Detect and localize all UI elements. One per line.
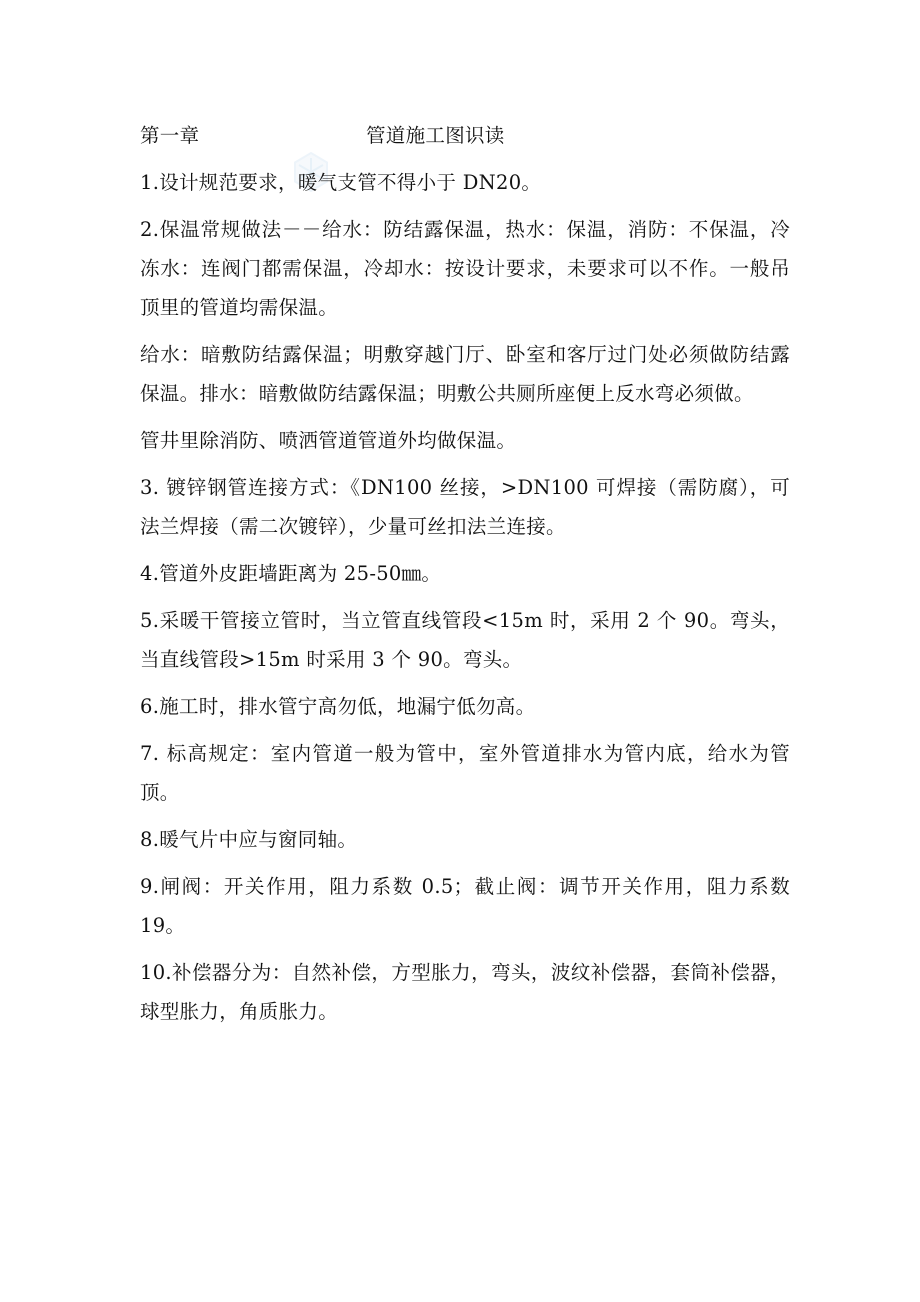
paragraph-3: 给水：暗敷防结露保温；明敷穿越门厅、卧室和客厅过门处必须做防结露保温。排水：暗敷做防结露保温；明敷公共厕所座便上反水弯必须做。 <box>140 343 790 405</box>
paragraph-8: 6.施工时，排水管宁高勿低，地漏宁低勿高。 <box>140 695 536 718</box>
document-body <box>140 116 790 1039</box>
paragraph-1: 1.设计规范要求，暖气支管不得小于 DN20。 <box>140 171 542 194</box>
chapter-title: 管道施工图识读 <box>366 124 505 147</box>
paragraph-2: 2.保温常规做法－－给水：防结露保温，热水：保温，消防：不保温，冷冻水：连阀门都需保温，冷却水：按设计要求，未要求可以不作。一般吊顶里的管道均需保温。 <box>140 218 790 319</box>
paragraph-7: 5.采暖干管接立管时，当立管直线管段<15m 时，采用 2 个 90。弯头，当直线管段>15m 时采用 3 个 90。弯头。 <box>140 609 790 671</box>
paragraph-9: 7. 标高规定：室内管道一般为管中，室外管道排水为管内底，给水为管顶。 <box>140 742 790 804</box>
chapter-heading <box>140 116 790 155</box>
paragraph-12: 10.补偿器分为：自然补偿，方型胀力，弯头，波纹补偿器，套筒补偿器，球型胀力，角质胀力。 <box>140 961 790 1023</box>
paragraph-4: 管井里除消防、喷洒管道管道外均做保温。 <box>140 429 517 452</box>
chapter-label: 第一章 <box>140 124 200 147</box>
paragraph-10: 8.暖气片中应与窗同轴。 <box>140 828 358 851</box>
paragraph-11: 9.闸阀：开关作用，阻力系数 0.5；截止阀：调节开关作用，阻力系数 19。 <box>140 875 790 937</box>
paragraph-5: 3. 镀锌钢管连接方式：《DN100 丝接，>DN100 可焊接（需防腐），可法兰焊接（需二次镀锌），少量可丝扣法兰连接。 <box>140 476 790 538</box>
paragraph-6: 4.管道外皮距墙距离为 25-50㎜。 <box>140 562 442 585</box>
